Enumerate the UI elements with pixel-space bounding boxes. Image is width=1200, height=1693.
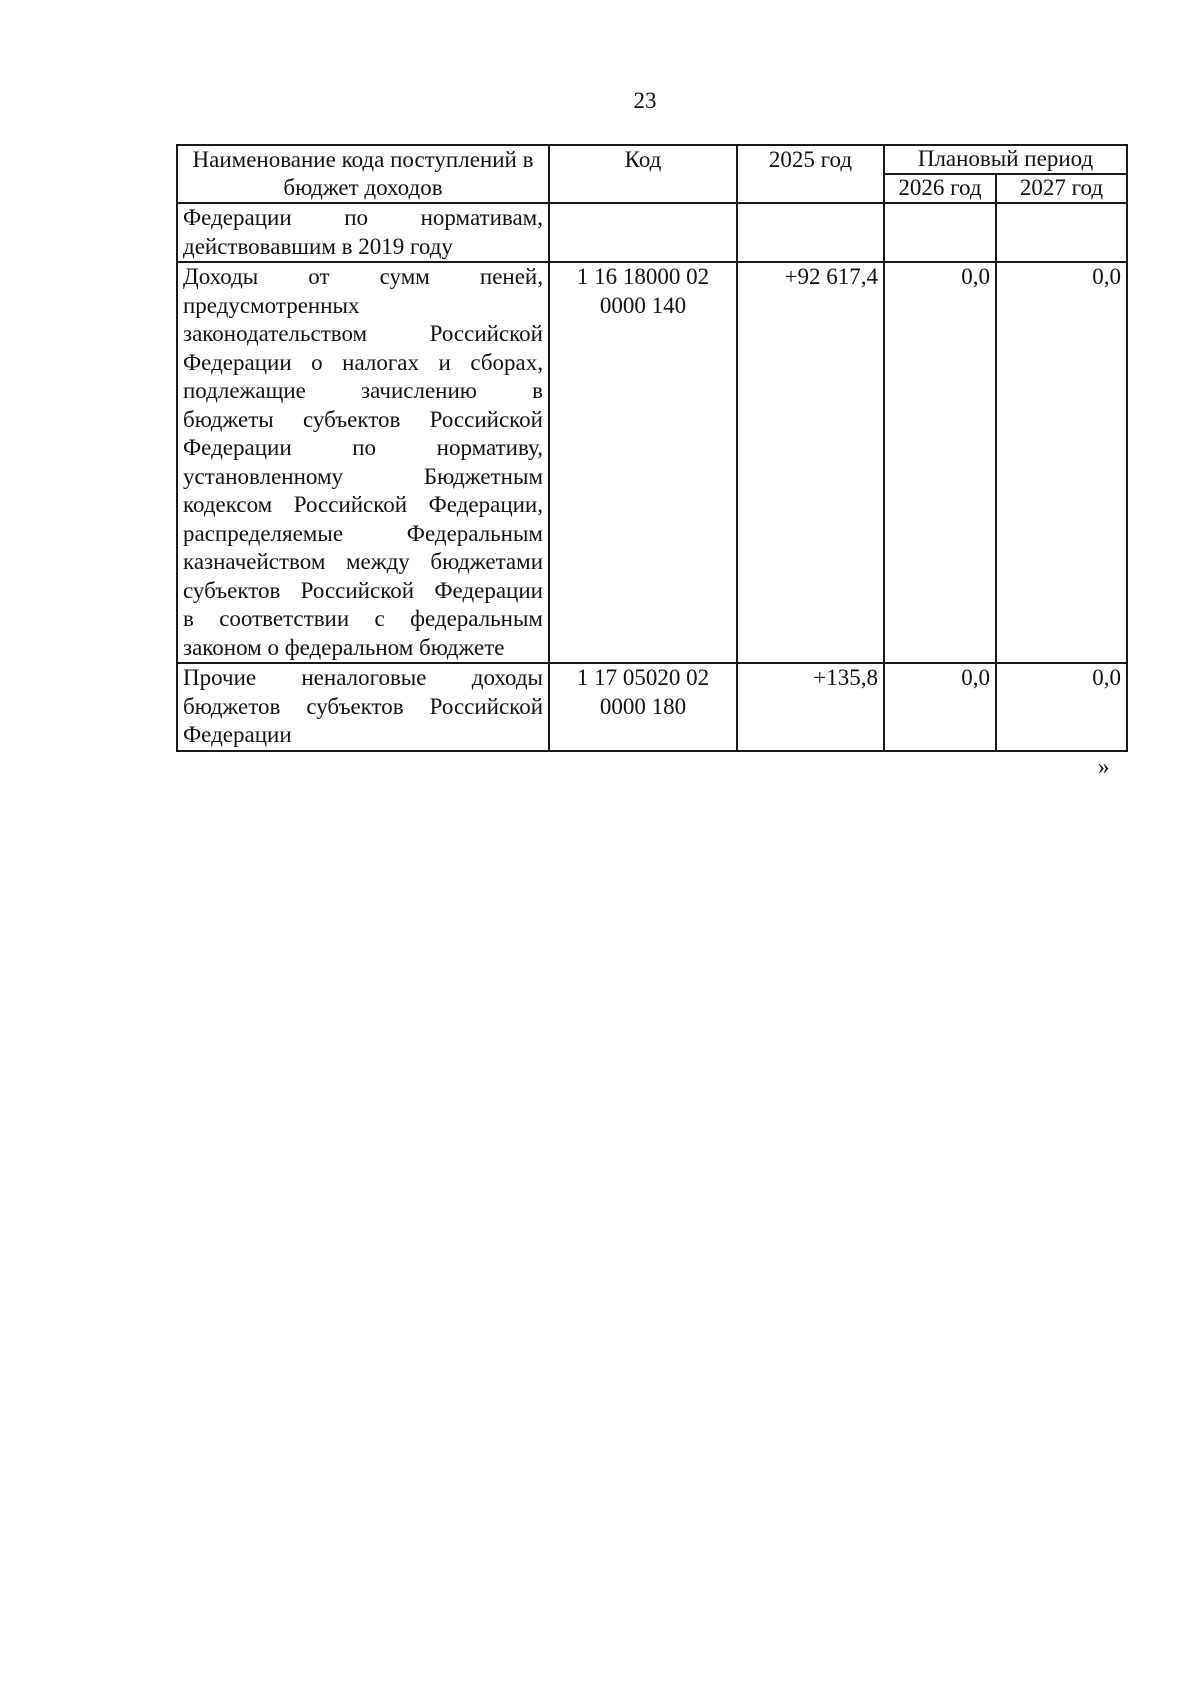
name-line: Прочие неналоговые доходы — [183, 665, 543, 690]
row-2025 — [737, 203, 884, 262]
name-line: Федерации — [183, 722, 292, 747]
name-line: субъектов Российской Федерации — [183, 577, 543, 603]
name-line: законом о федеральном бюджете — [183, 634, 505, 660]
name-line: бюджеты субъектов Российской — [183, 406, 543, 432]
row-2026: 0,0 — [884, 663, 996, 751]
row-code — [549, 203, 737, 262]
name-line: законодательством Российской — [183, 321, 543, 346]
table-row — [177, 663, 1127, 751]
row-2027: 0,0 — [996, 663, 1127, 751]
name-line: казначейством между бюджетами — [183, 549, 543, 574]
name-line: в соответствии с федеральным — [183, 606, 543, 631]
name-line: Доходы от сумм пеней, — [183, 264, 543, 289]
name-line: предусмотренных — [183, 292, 360, 318]
closing-quote-mark: » — [1098, 754, 1110, 779]
table-row — [177, 262, 1127, 663]
revenue-table — [176, 144, 1128, 752]
code-line: 1 16 18000 02 — [576, 264, 710, 289]
name-line: Федерации о налогах и сборах, — [183, 349, 543, 375]
name-line: кодексом Российской Федерации, — [183, 492, 543, 517]
page-number: 23 — [633, 88, 657, 113]
name-line: установленному Бюджетным — [183, 463, 543, 489]
row-name — [177, 663, 549, 751]
name-line: бюджетов субъектов Российской — [183, 693, 543, 719]
row-2025: +135,8 — [737, 663, 884, 751]
table-row — [177, 203, 1127, 262]
code-line: 0000 180 — [599, 693, 687, 719]
header-2027: 2027 год — [996, 174, 1127, 203]
header-planned-period: Плановый период — [884, 145, 1127, 174]
header-2025: 2025 год — [737, 145, 884, 203]
row-2027: 0,0 — [996, 262, 1127, 663]
header-code: Код — [549, 145, 737, 203]
row-code — [549, 262, 737, 663]
row-2026 — [884, 203, 996, 262]
row-code — [549, 663, 737, 751]
row-2027 — [996, 203, 1127, 262]
row-name — [177, 262, 549, 663]
name-line: распределяемые Федеральным — [183, 520, 543, 546]
name-line: подлежащие зачислению в — [183, 378, 543, 403]
header-name: Наименование кода поступлений в бюджет доходов — [177, 145, 549, 203]
row-2025: +92 617,4 — [737, 262, 884, 663]
code-line: 1 17 05020 02 — [576, 665, 710, 690]
code-line: 0000 140 — [599, 292, 687, 318]
name-line: Федерации по нормативу, — [183, 435, 543, 460]
name-line: Федерации по нормативам, — [183, 205, 543, 230]
header-2026: 2026 год — [884, 174, 996, 203]
table-header-row — [177, 145, 1127, 174]
name-line: действовавшим в 2019 году — [183, 233, 453, 259]
row-name — [177, 203, 549, 262]
row-2026: 0,0 — [884, 262, 996, 663]
